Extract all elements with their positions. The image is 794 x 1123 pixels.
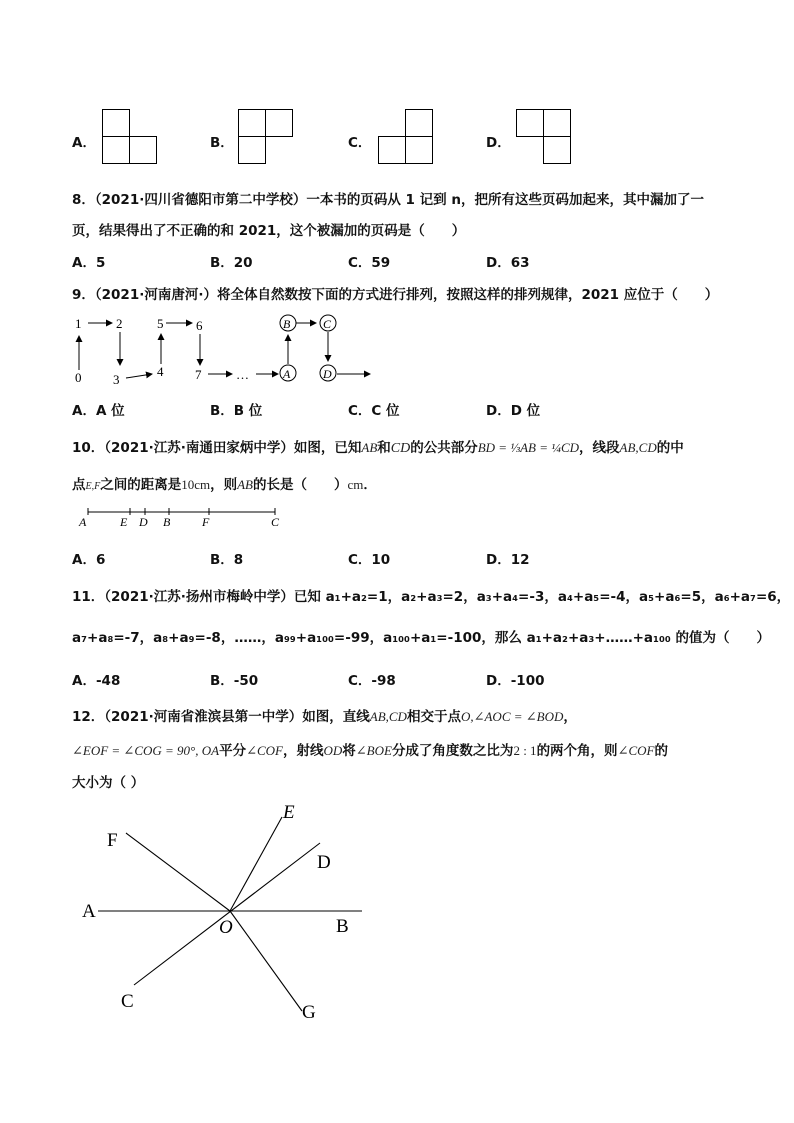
num-7: 7 xyxy=(195,367,202,382)
q8-stem-line2: 页，结果得出了不正确的和 2021，这个被漏加的页码是（ ） xyxy=(72,223,466,239)
q7-option-c-figure xyxy=(378,109,438,169)
circled-A: A xyxy=(283,367,291,381)
num-6: 6 xyxy=(196,318,203,333)
label-E: E xyxy=(283,802,295,823)
ray-OF xyxy=(126,833,230,911)
q12-stem-line1: 12．（2021·河南省淮滨县第一中学）如图，直线AB,CD相交于点O,∠AOC = ∠BOD， xyxy=(72,709,577,725)
label-A: A xyxy=(82,901,96,922)
label-C: C xyxy=(121,991,134,1012)
q9-option-d[interactable]: D．D 位 xyxy=(486,403,541,419)
q10-option-a[interactable]: A．6 xyxy=(72,552,106,568)
q7-option-b-figure xyxy=(238,109,298,169)
q8-option-d[interactable]: D．63 xyxy=(486,255,530,271)
q12-angle-figure xyxy=(70,795,380,1030)
q8-option-b[interactable]: B．20 xyxy=(210,255,253,271)
q7-option-d-figure xyxy=(516,109,576,169)
num-4: 4 xyxy=(157,364,164,379)
q11-stem-line2: a₇+a₈=-7，a₈+a₉=-8，……，a₉₉+a₁₀₀=-99，a₁₀₀+a₁=-100，那么 a₁+a₂+a₃+……+a₁₀₀ 的值为（ ） xyxy=(72,630,770,646)
label-E: E xyxy=(120,515,128,529)
q12-stem-line3: 大小为（ ） xyxy=(72,775,145,791)
ray-OG xyxy=(230,911,302,1011)
label-F: F xyxy=(107,830,118,851)
label-O: O xyxy=(219,917,233,938)
q8-stem-line1: 8．（2021·四川省德阳市第二中学校）一本书的页码从 1 记到 n，把所有这些页码加起来，其中漏加了一 xyxy=(72,192,704,208)
q9-stem: 9．（2021·河南唐河·）将全体自然数按下面的方式进行排列，按照这样的排列规律，2021 应位于（ ） xyxy=(72,287,719,303)
num-3: 3 xyxy=(113,372,120,387)
label-D: D xyxy=(317,852,331,873)
line-CD xyxy=(134,843,320,985)
q9-option-a[interactable]: A．A 位 xyxy=(72,403,125,419)
q11-option-d[interactable]: D．-100 xyxy=(486,673,545,689)
q8-option-a[interactable]: A．5 xyxy=(72,255,106,271)
num-1: 1 xyxy=(75,316,82,331)
q10-stem-line1: 10．（2021·江苏·南通田家炳中学）如图，已知AB和CD的公共部分BD = ⅓AB = ¼CD，线段AB,CD的中 xyxy=(72,440,684,456)
ray-OE xyxy=(230,817,282,911)
circled-C: C xyxy=(323,317,332,331)
q7-option-a-label[interactable]: A． xyxy=(72,135,96,151)
q7-option-c-label[interactable]: C． xyxy=(348,135,372,151)
num-2: 2 xyxy=(116,316,123,331)
q10-stem-line2: 点E,F之间的距离是10cm，则AB的长是（ ）cm． xyxy=(72,477,377,493)
q10-option-d[interactable]: D．12 xyxy=(486,552,530,568)
label-B: B xyxy=(336,916,349,937)
q10-option-b[interactable]: B．8 xyxy=(210,552,244,568)
ellipsis: … xyxy=(236,367,249,382)
q7-option-b-label[interactable]: B． xyxy=(210,135,234,151)
q11-option-b[interactable]: B．-50 xyxy=(210,673,259,689)
q12-stem-line2: ∠EOF = ∠COG = 90°, OA平分∠COF，射线OD将∠BOE分成了角度数之比为2 : 1的两个角，则∠COF的 xyxy=(72,743,668,759)
q8-option-c[interactable]: C．59 xyxy=(348,255,391,271)
q11-option-a[interactable]: A．-48 xyxy=(72,673,121,689)
q7-option-d-label[interactable]: D． xyxy=(486,135,511,151)
q11-stem-line1: 11．（2021·江苏·扬州市梅岭中学）已知 a₁+a₂=1，a₂+a₃=2，a₃+a₄=-3，a₄+a₅=-4，a₅+a₆=5，a₆+a₇=6， xyxy=(72,589,791,605)
label-A: A xyxy=(79,515,87,529)
q9-number-arrangement-figure xyxy=(68,308,388,388)
num-0: 0 xyxy=(75,370,82,385)
q9-option-b[interactable]: B．B 位 xyxy=(210,403,263,419)
num-5: 5 xyxy=(157,316,164,331)
q11-option-c[interactable]: C．-98 xyxy=(348,673,396,689)
label-D: D xyxy=(139,515,148,529)
circled-D: D xyxy=(323,367,332,381)
label-C: C xyxy=(271,515,280,529)
q10-option-c[interactable]: C．10 xyxy=(348,552,391,568)
q9-option-c[interactable]: C．C 位 xyxy=(348,403,400,419)
label-G: G xyxy=(302,1002,316,1023)
label-F: F xyxy=(202,515,210,529)
label-B: B xyxy=(163,515,171,529)
circled-B: B xyxy=(283,317,291,331)
q7-option-a-figure xyxy=(102,109,162,169)
q10-segment-figure xyxy=(74,505,294,529)
q10-formula: BD = ⅓AB = ¼CD xyxy=(477,440,580,455)
